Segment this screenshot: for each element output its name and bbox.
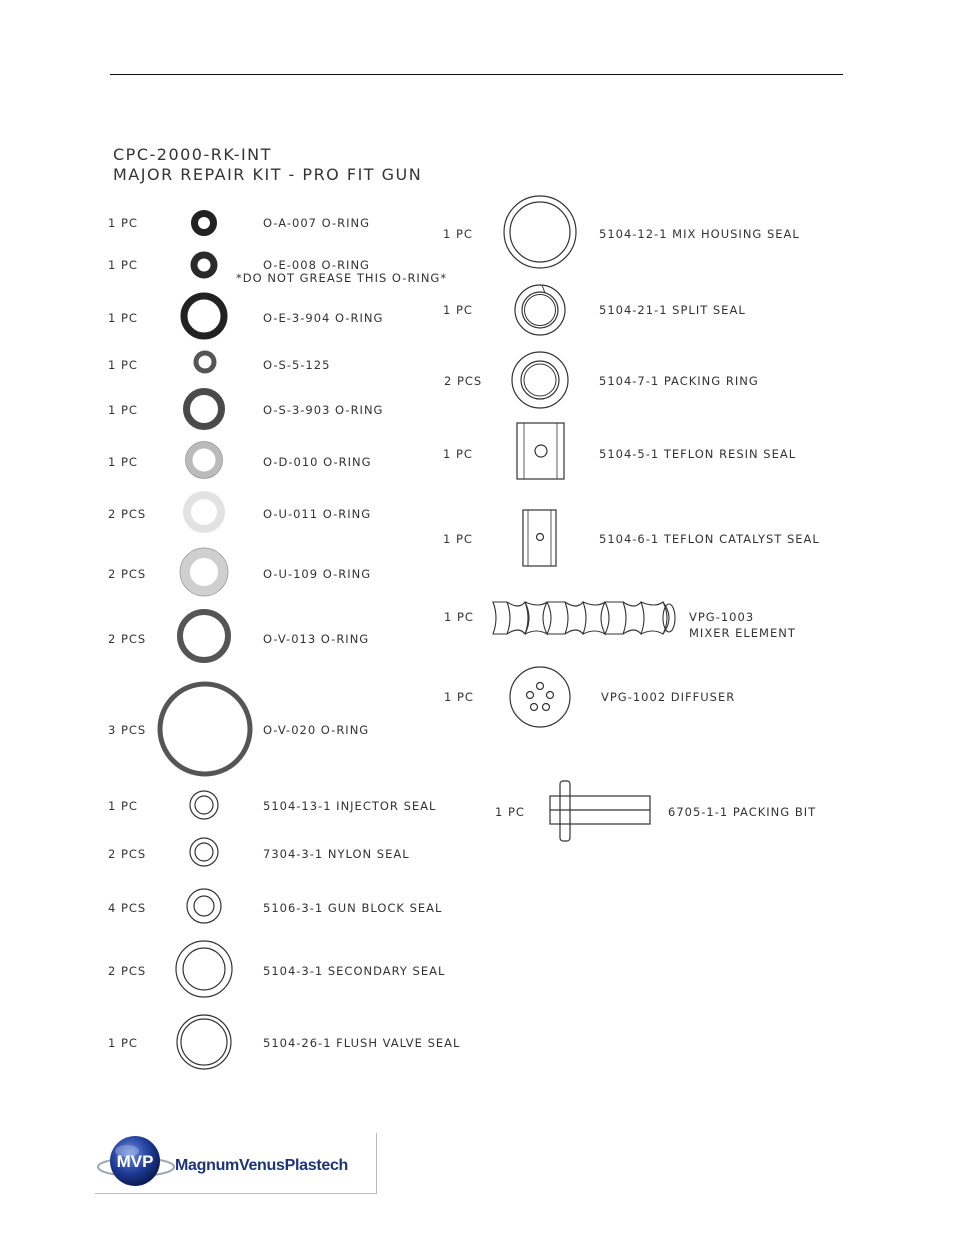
o-ring-icon	[181, 386, 227, 432]
part-description: O-U-011 O-RING	[263, 507, 372, 521]
part-qty: 4 PCS	[108, 901, 147, 915]
part-qty: 1 PC	[108, 358, 138, 372]
part-qty: 3 PCS	[108, 723, 147, 737]
part-qty: 1 PC	[443, 532, 473, 546]
part-description: 5104-5-1 TEFLON RESIN SEAL	[599, 447, 797, 461]
part-description: O-D-010 O-RING	[263, 455, 372, 469]
part-qty: 1 PC	[443, 303, 473, 317]
part-description: O-V-020 O-RING	[263, 723, 370, 737]
seal-icon	[175, 1013, 233, 1071]
part-description: 5104-26-1 FLUSH VALVE SEAL	[263, 1036, 461, 1050]
mvp-globe-logo-icon	[95, 1133, 177, 1193]
part-description: 5104-12-1 MIX HOUSING SEAL	[599, 227, 800, 241]
part-description: 5104-6-1 TEFLON CATALYST SEAL	[599, 532, 820, 546]
part-qty: 1 PC	[108, 258, 138, 272]
part-description: VPG-1002 DIFFUSER	[601, 690, 736, 704]
o-ring-icon	[187, 248, 221, 282]
part-qty: 2 PCS	[108, 964, 147, 978]
part-description: O-E-008 O-RING	[263, 258, 370, 272]
mix-housing-seal-icon	[501, 193, 579, 271]
part-description: 5106-3-1 GUN BLOCK SEAL	[263, 901, 443, 915]
part-description: O-S-5-125	[263, 358, 331, 372]
part-qty: 2 PCS	[444, 374, 483, 388]
part-qty: 1 PC	[108, 216, 138, 230]
part-qty: 2 PCS	[108, 567, 147, 581]
kit-code: CPC-2000-RK-INT	[113, 145, 272, 164]
o-ring-icon	[175, 607, 233, 665]
company-name: MagnumVenusPlastech	[175, 1157, 349, 1174]
teflon-resin-seal-icon	[516, 421, 566, 481]
part-description: 7304-3-1 NYLON SEAL	[263, 847, 410, 861]
seal-icon	[174, 939, 234, 999]
part-warning-note: *DO NOT GREASE THIS O-RING*	[236, 271, 448, 285]
diffuser-icon	[508, 665, 572, 729]
part-qty: 1 PC	[443, 227, 473, 241]
packing-ring-icon	[509, 349, 571, 411]
seal-icon	[188, 789, 220, 821]
o-ring-icon	[190, 347, 220, 377]
o-ring-icon	[178, 290, 230, 342]
o-ring-icon	[181, 489, 227, 535]
o-ring-icon	[178, 546, 230, 598]
o-ring-icon	[188, 207, 220, 239]
part-qty: 2 PCS	[108, 847, 147, 861]
mixer-element-icon	[489, 596, 677, 640]
part-description: VPG-1003	[689, 610, 755, 624]
seal-icon	[185, 887, 223, 925]
part-description: 5104-13-1 INJECTOR SEAL	[263, 799, 437, 813]
part-description: O-U-109 O-RING	[263, 567, 372, 581]
part-description: 5104-3-1 SECONDARY SEAL	[263, 964, 446, 978]
part-description-line2: MIXER ELEMENT	[689, 626, 796, 640]
seal-icon	[188, 836, 220, 868]
part-qty: 2 PCS	[108, 507, 147, 521]
header-rule	[110, 74, 843, 75]
part-qty: 1 PC	[108, 799, 138, 813]
part-description: O-E-3-904 O-RING	[263, 311, 384, 325]
teflon-catalyst-seal-icon	[522, 508, 558, 568]
part-description: O-A-007 O-RING	[263, 216, 371, 230]
part-qty: 1 PC	[108, 311, 138, 325]
packing-bit-icon	[548, 778, 652, 844]
company-logo	[95, 1133, 377, 1194]
o-ring-icon	[183, 439, 225, 481]
part-qty: 1 PC	[444, 690, 474, 704]
part-qty: 1 PC	[108, 403, 138, 417]
part-qty: 1 PC	[108, 455, 138, 469]
part-description: O-V-013 O-RING	[263, 632, 370, 646]
split-seal-icon	[512, 282, 568, 338]
part-qty: 1 PC	[443, 447, 473, 461]
part-description: O-S-3-903 O-RING	[263, 403, 384, 417]
part-description: 5104-21-1 SPLIT SEAL	[599, 303, 746, 317]
o-ring-icon	[156, 680, 254, 778]
part-qty: 2 PCS	[108, 632, 147, 646]
part-description: 6705-1-1 PACKING BIT	[668, 805, 817, 819]
part-description: 5104-7-1 PACKING RING	[599, 374, 759, 388]
kit-title: MAJOR REPAIR KIT - PRO FIT GUN	[113, 165, 423, 184]
part-qty: 1 PC	[495, 805, 525, 819]
logo-badge-text: MVP	[116, 1152, 154, 1171]
part-qty: 1 PC	[108, 1036, 138, 1050]
part-qty: 1 PC	[444, 610, 474, 624]
